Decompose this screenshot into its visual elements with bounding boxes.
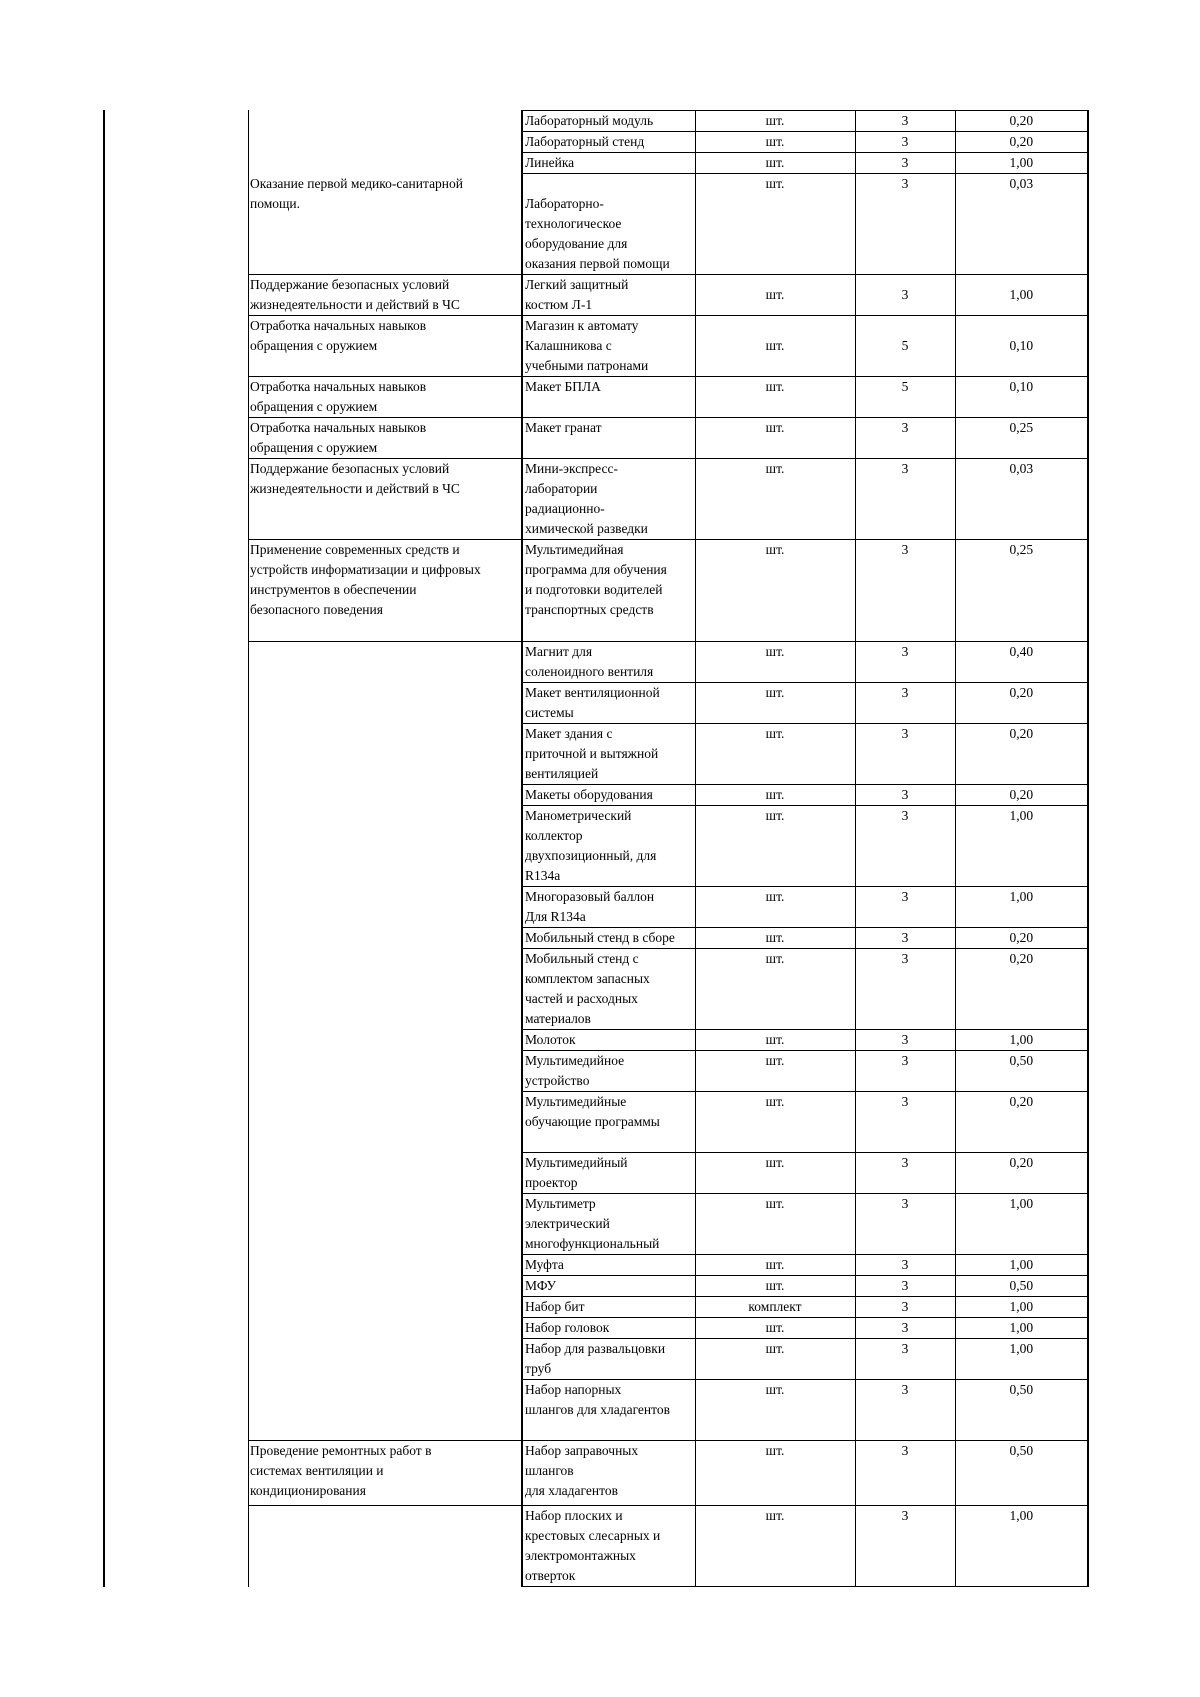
item-name-cell: Набор напорных шлангов для хладагентов [522, 1380, 695, 1441]
left-margin-rule [103, 110, 105, 1587]
unit-cell: шт. [695, 887, 855, 928]
coefficient-cell: 0,50 [955, 1441, 1088, 1506]
table-row [248, 275, 1088, 316]
section-cell [248, 785, 522, 806]
quantity-cell: 3 [855, 1380, 955, 1441]
unit-cell: шт. [695, 418, 855, 459]
table-row [248, 1276, 1088, 1297]
section-cell [248, 1030, 522, 1051]
table-row [248, 785, 1088, 806]
section-cell [248, 1276, 522, 1297]
item-name-cell: Макет БПЛА [522, 377, 695, 418]
section-cell [248, 1153, 522, 1194]
unit-cell: шт. [695, 1051, 855, 1092]
quantity-cell: 3 [855, 1092, 955, 1153]
section-cell: Отработка начальных навыков обращения с оружием [248, 377, 522, 418]
section-cell: Отработка начальных навыков обращения с оружием [248, 316, 522, 377]
item-name-cell: Мобильный стенд в сборе [522, 928, 695, 949]
item-name-cell: Мультимедийное устройство [522, 1051, 695, 1092]
table-row [248, 1092, 1088, 1153]
quantity-cell: 5 [855, 316, 955, 377]
item-name-cell: Молоток [522, 1030, 695, 1051]
coefficient-cell: 0,20 [955, 724, 1088, 785]
section-cell [248, 1051, 522, 1092]
section-cell [248, 1506, 522, 1587]
unit-cell: шт. [695, 1318, 855, 1339]
unit-cell: шт. [695, 806, 855, 887]
quantity-cell: 3 [855, 1051, 955, 1092]
unit-cell: шт. [695, 174, 855, 275]
unit-cell: шт. [695, 111, 855, 132]
section-cell [248, 1318, 522, 1339]
table-row [248, 1506, 1088, 1587]
unit-cell: шт. [695, 1255, 855, 1276]
item-name-cell: Магнит для соленоидного вентиля [522, 642, 695, 683]
section-cell [248, 132, 522, 153]
table-row [248, 132, 1088, 153]
quantity-cell: 3 [855, 418, 955, 459]
coefficient-cell: 0,03 [955, 459, 1088, 540]
coefficient-cell: 0,20 [955, 1092, 1088, 1153]
coefficient-cell: 0,25 [955, 418, 1088, 459]
coefficient-cell: 1,00 [955, 1255, 1088, 1276]
unit-cell: шт. [695, 785, 855, 806]
unit-cell: шт. [695, 1092, 855, 1153]
unit-cell: шт. [695, 724, 855, 785]
item-name-cell: Макет вентиляционной системы [522, 683, 695, 724]
table-row [248, 1153, 1088, 1194]
quantity-cell: 3 [855, 724, 955, 785]
table-row [248, 642, 1088, 683]
coefficient-cell: 0,20 [955, 132, 1088, 153]
item-name-cell: Набор плоских и крестовых слесарных и электромонтажных отверток [522, 1506, 695, 1587]
quantity-cell: 3 [855, 642, 955, 683]
unit-cell: шт. [695, 683, 855, 724]
unit-cell: шт. [695, 949, 855, 1030]
item-name-cell: Легкий защитный костюм Л-1 [522, 275, 695, 316]
coefficient-cell: 0,50 [955, 1380, 1088, 1441]
table-row [248, 1051, 1088, 1092]
section-cell [248, 1339, 522, 1380]
quantity-cell: 3 [855, 1030, 955, 1051]
item-name-cell: Набор головок [522, 1318, 695, 1339]
section-cell: Отработка начальных навыков обращения с оружием [248, 418, 522, 459]
coefficient-cell: 0,50 [955, 1051, 1088, 1092]
quantity-cell: 3 [855, 153, 955, 174]
quantity-cell: 3 [855, 1297, 955, 1318]
unit-cell: шт. [695, 1380, 855, 1441]
coefficient-cell: 1,00 [955, 1318, 1088, 1339]
table-row [248, 928, 1088, 949]
coefficient-cell: 0,20 [955, 928, 1088, 949]
item-name-cell: Набор заправочных шлангов для хладагентов [522, 1441, 695, 1506]
unit-cell: шт. [695, 1194, 855, 1255]
section-cell [248, 683, 522, 724]
item-name-cell: Мультимедийные обучающие программы [522, 1092, 695, 1153]
quantity-cell: 3 [855, 1318, 955, 1339]
unit-cell: шт. [695, 153, 855, 174]
item-name-cell: Мультимедийный проектор [522, 1153, 695, 1194]
section-cell [248, 1380, 522, 1441]
table-row [248, 683, 1088, 724]
table-row [248, 724, 1088, 785]
item-name-cell: Многоразовый баллон Для R134a [522, 887, 695, 928]
quantity-cell: 3 [855, 540, 955, 642]
section-cell [248, 153, 522, 174]
item-name-cell: МФУ [522, 1276, 695, 1297]
equipment-table [248, 110, 1089, 1587]
coefficient-cell: 0,50 [955, 1276, 1088, 1297]
section-cell [248, 1255, 522, 1276]
unit-cell: шт. [695, 316, 855, 377]
item-name-cell: Мобильный стенд с комплектом запасных частей и расходных материалов [522, 949, 695, 1030]
quantity-cell: 5 [855, 377, 955, 418]
item-name-cell: Макет здания с приточной и вытяжной вентиляцией [522, 724, 695, 785]
quantity-cell: 3 [855, 1194, 955, 1255]
item-name-cell: Мини-экспресс- лаборатории радиационно- химической разведки [522, 459, 695, 540]
unit-cell: комплект [695, 1297, 855, 1318]
coefficient-cell: 0,20 [955, 949, 1088, 1030]
unit-cell: шт. [695, 132, 855, 153]
table-row [248, 418, 1088, 459]
coefficient-cell: 0,03 [955, 174, 1088, 275]
quantity-cell: 3 [855, 928, 955, 949]
table-row [248, 887, 1088, 928]
section-cell [248, 928, 522, 949]
table-row [248, 377, 1088, 418]
item-name-cell: Набор бит [522, 1297, 695, 1318]
table-row [248, 1318, 1088, 1339]
coefficient-cell: 1,00 [955, 1339, 1088, 1380]
quantity-cell: 3 [855, 174, 955, 275]
quantity-cell: 3 [855, 887, 955, 928]
unit-cell: шт. [695, 1506, 855, 1587]
section-cell [248, 1194, 522, 1255]
coefficient-cell: 0,20 [955, 1153, 1088, 1194]
table-row [248, 111, 1088, 132]
unit-cell: шт. [695, 540, 855, 642]
unit-cell: шт. [695, 377, 855, 418]
item-name-cell: Манометрический коллектор двухпозиционный, для R134a [522, 806, 695, 887]
item-name-cell: Набор для развальцовки труб [522, 1339, 695, 1380]
table-row [248, 153, 1088, 174]
coefficient-cell: 0,20 [955, 111, 1088, 132]
table-row [248, 1441, 1088, 1506]
table-row [248, 1194, 1088, 1255]
coefficient-cell: 1,00 [955, 1506, 1088, 1587]
item-name-cell: Линейка [522, 153, 695, 174]
quantity-cell: 3 [855, 1255, 955, 1276]
coefficient-cell: 1,00 [955, 275, 1088, 316]
section-cell: Проведение ремонтных работ в системах вентиляции и кондиционирования [248, 1441, 522, 1506]
section-cell: Поддержание безопасных условий жизнедеятельности и действий в ЧС [248, 459, 522, 540]
item-name-cell: Лабораторно- технологическое оборудование для оказания первой помощи [522, 174, 695, 275]
coefficient-cell: 0,10 [955, 316, 1088, 377]
unit-cell: шт. [695, 1030, 855, 1051]
unit-cell: шт. [695, 275, 855, 316]
coefficient-cell: 1,00 [955, 153, 1088, 174]
coefficient-cell: 1,00 [955, 1297, 1088, 1318]
item-name-cell: Макет гранат [522, 418, 695, 459]
section-cell: Поддержание безопасных условий жизнедеятельности и действий в ЧС [248, 275, 522, 316]
unit-cell: шт. [695, 1441, 855, 1506]
item-name-cell: Магазин к автомату Калашникова с учебными патронами [522, 316, 695, 377]
quantity-cell: 3 [855, 1276, 955, 1297]
table-row [248, 316, 1088, 377]
table-row [248, 1297, 1088, 1318]
coefficient-cell: 0,10 [955, 377, 1088, 418]
table-row [248, 1339, 1088, 1380]
unit-cell: шт. [695, 928, 855, 949]
coefficient-cell: 1,00 [955, 887, 1088, 928]
table-row [248, 1030, 1088, 1051]
quantity-cell: 3 [855, 459, 955, 540]
section-cell [248, 806, 522, 887]
section-cell: Применение современных средств и устройств информатизации и цифровых инструментов в обеспечении безопасного поведения [248, 540, 522, 642]
section-cell [248, 949, 522, 1030]
item-name-cell: Лабораторный стенд [522, 132, 695, 153]
quantity-cell: 3 [855, 1506, 955, 1587]
unit-cell: шт. [695, 642, 855, 683]
coefficient-cell: 1,00 [955, 1194, 1088, 1255]
section-cell: Оказание первой медико-санитарной помощи. [250, 175, 464, 211]
unit-cell: шт. [695, 1153, 855, 1194]
item-name-cell: Муфта [522, 1255, 695, 1276]
unit-cell: шт. [695, 1339, 855, 1380]
table-row [248, 1380, 1088, 1441]
quantity-cell: 3 [855, 949, 955, 1030]
section-cell [248, 724, 522, 785]
item-name-cell: Мультимедийная программа для обучения и подготовки водителей транспортных средств [522, 540, 695, 642]
table-row [248, 1255, 1088, 1276]
section-cell [248, 642, 522, 683]
coefficient-cell: 0,20 [955, 683, 1088, 724]
table-row [248, 949, 1088, 1030]
coefficient-cell: 1,00 [955, 1030, 1088, 1051]
item-name-cell: Лабораторный модуль [522, 111, 695, 132]
table-row [248, 459, 1088, 540]
table-row [248, 174, 1088, 275]
coefficient-cell: 0,25 [955, 540, 1088, 642]
quantity-cell: 3 [855, 111, 955, 132]
coefficient-cell: 1,00 [955, 806, 1088, 887]
item-name-cell: Макеты оборудования [522, 785, 695, 806]
section-cell [248, 1297, 522, 1318]
quantity-cell: 3 [855, 806, 955, 887]
section-cell [248, 111, 522, 132]
coefficient-cell: 0,20 [955, 785, 1088, 806]
table-row [248, 806, 1088, 887]
unit-cell: шт. [695, 459, 855, 540]
quantity-cell: 3 [855, 1441, 955, 1506]
section-cell [248, 887, 522, 928]
section-cell [248, 1092, 522, 1153]
quantity-cell: 3 [855, 683, 955, 724]
quantity-cell: 3 [855, 1153, 955, 1194]
quantity-cell: 3 [855, 1339, 955, 1380]
unit-cell: шт. [695, 1276, 855, 1297]
quantity-cell: 3 [855, 275, 955, 316]
item-name-cell: Мультиметр электрический многофункциональный [522, 1194, 695, 1255]
quantity-cell: 3 [855, 132, 955, 153]
quantity-cell: 3 [855, 785, 955, 806]
coefficient-cell: 0,40 [955, 642, 1088, 683]
table-row [248, 540, 1088, 642]
